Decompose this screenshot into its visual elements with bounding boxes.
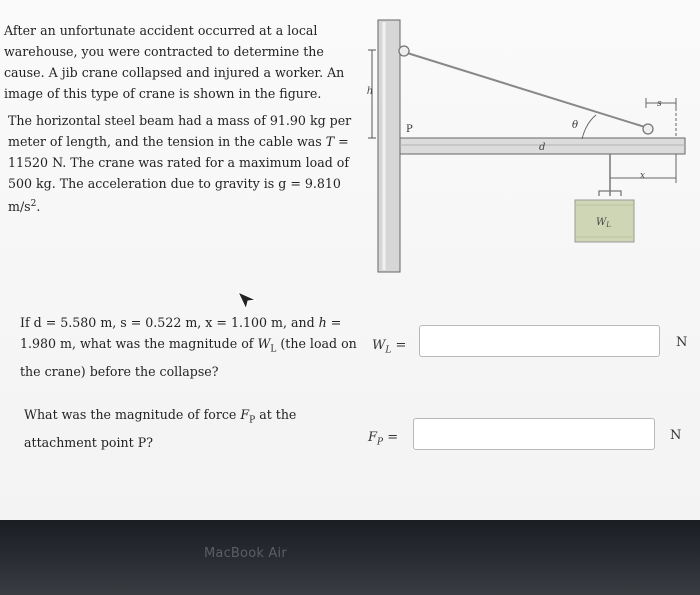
wl-label-eq: = [391,338,407,353]
wl-answer-input[interactable] [419,325,660,357]
exponent: 2 [30,199,37,209]
intro-paragraph: After an unfortunate accident occurred at a local warehouse, you were contracted to determine the cause. A jib crane collapsed and injured a worker. An image of this type of crane is shown in the figure. [4,23,345,101]
q2-fp-var: F [240,407,250,422]
p-label: P [406,124,413,135]
question-1-text [20,312,360,382]
q1-text-a: If d = 5.580 m, s = 0.522 m, x = 1.100 m, and [20,315,319,330]
tension-variable: T [325,134,335,149]
wl-unit: N [676,335,688,350]
upper-pin [399,46,409,56]
q2-text-a: What was the magnitude of force [24,407,241,422]
end-pin [643,124,653,134]
q1-h-var: h [318,315,327,330]
mouse-cursor-icon [236,289,260,311]
fp-label-eq: = [383,430,399,445]
theta-arc [582,115,596,139]
jib-crane-figure [366,15,690,280]
laptop-bezel [0,520,700,595]
vertical-post [378,20,400,272]
wl-figure-label: $W_L$ [596,217,611,229]
theta-label: θ [572,120,579,131]
wl-answer-label [372,338,406,356]
wl-label-sub: L [385,345,392,356]
d-label: d [539,142,546,153]
q2-text-b: at the attachment point P? [24,407,297,450]
given-text-2: = 11520 N. The crane was rated for a maximum load of 500 kg. The acceleration due to gravity is g = 9.810 m/s [8,134,350,215]
question-2-text [24,404,324,453]
q1-text-b: = 1.980 m, what was the magnitude of [20,315,342,351]
q1-text-c: (the load on the crane) before the collapse? [20,336,357,379]
given-text-3: . [36,199,41,215]
q1-wl-sub: L [270,344,277,355]
s-label: s [657,99,662,109]
wl-label-var: W [372,338,386,353]
h-label: h [366,86,374,97]
fp-answer-input[interactable] [413,418,655,450]
given-text-1: The horizontal steel beam had a mass of 91.90 kg per meter of length, and the tension in the cable was [8,113,352,149]
x-label: x [640,171,646,181]
fp-unit: N [670,428,682,443]
support-cable [404,52,648,128]
fp-answer-label [368,430,398,448]
fp-label-var: F [368,430,378,445]
fp-label-sub: P [377,437,384,448]
q2-fp-sub: P [249,415,256,426]
q1-wl-var: W [257,336,271,351]
given-paragraph [8,110,353,217]
laptop-brand-label: MacBook Air [204,546,287,561]
